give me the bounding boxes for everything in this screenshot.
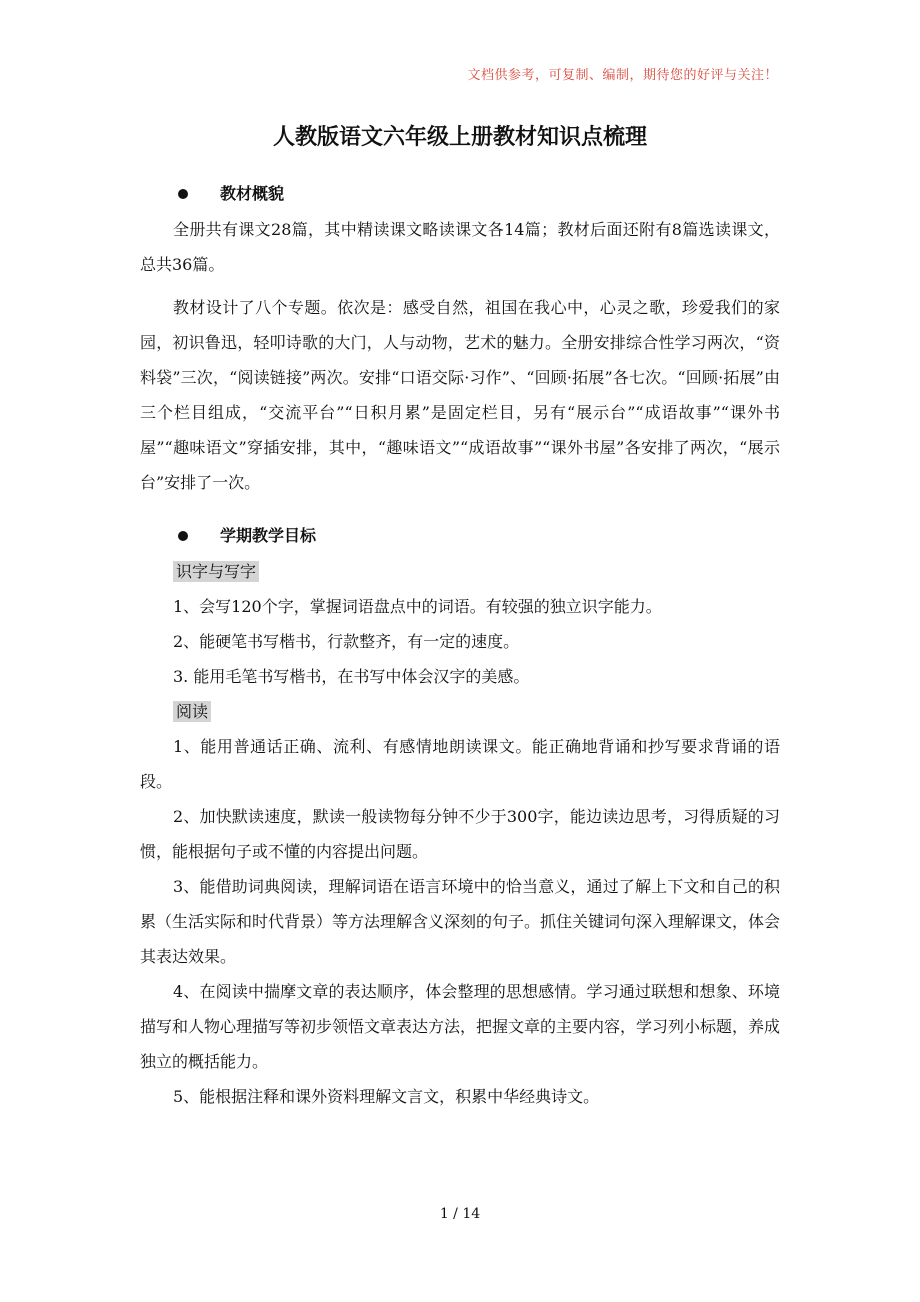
page-number: 1 / 14 <box>439 1206 481 1222</box>
section-heading-overview <box>140 176 780 212</box>
list-item: 1、能用普通话正确、流利、有感情地朗读课文。能正确地背诵和抄写要求背诵的语段。 <box>140 737 780 791</box>
document-body <box>140 176 780 1114</box>
subsection-label-reading <box>140 694 780 729</box>
bullet-icon <box>178 189 188 199</box>
list-item: 5、能根据注释和课外资料理解文言文，积累中华经典诗文。 <box>173 1087 600 1106</box>
section-heading-text: 学期教学目标 <box>220 526 317 545</box>
section-heading-goals <box>140 518 780 554</box>
list-item: 2、加快默读速度，默读一般读物每分钟不少于300字，能边读边思考，习得质疑的习惯，能根据句子或不懂的内容提出问题。 <box>140 807 780 861</box>
highlighted-label: 阅读 <box>173 701 211 722</box>
section-heading-text: 教材概貌 <box>220 184 285 203</box>
list-item: 4、在阅读中揣摩文章的表达顺序，体会整理的思想感情。学习通过联想和想象、环境描写和人物心理描写等初步领悟文章表达方法，把握文章的主要内容，学习列小标题，养成独立的概括能力。 <box>140 982 781 1071</box>
header-note: 文档供参考，可复制、编制，期待您的好评与关注！ <box>467 68 778 83</box>
bullet-icon <box>178 531 188 541</box>
paragraph: 教材设计了八个专题。依次是：感受自然，祖国在我心中，心灵之歌，珍爱我们的家园，初识鲁迅，轻叩诗歌的大门，人与动物，艺术的魅力。全册安排综合性学习两次，“资料袋”三次，“阅读链接”两次。安排“口语交际·习作”、“回顾·拓展”各七次。“回顾·拓展”由三个栏目组成，“交流平台”“日积月累”是固定栏目，另有“展示台”“成语故事”“课外书屋”“趣味语文”穿插安排，其中，“趣味语文”“成语故事”“课外书屋”各安排了两次，“展示台”安排了一次。 <box>140 298 780 492</box>
list-item: 3. 能用毛笔书写楷书，在书写中体会汉字的美感。 <box>173 667 530 686</box>
subsection-label-writing <box>140 554 780 589</box>
list-item: 1、会写120个字，掌握词语盘点中的词语。有较强的独立识字能力。 <box>173 597 662 616</box>
highlighted-label: 识字与写字 <box>173 561 259 582</box>
paragraph: 全册共有课文28篇，其中精读课文略读课文各14篇；教材后面还附有8篇选读课文，总共36篇。 <box>140 220 780 274</box>
list-item: 2、能硬笔书写楷书，行款整齐，有一定的速度。 <box>173 632 520 651</box>
page-title: 人教版语文六年级上册教材知识点梳理 <box>272 125 647 150</box>
list-item: 3、能借助词典阅读，理解词语在语言环境中的恰当意义，通过了解上下文和自己的积累（生活实际和时代背景）等方法理解含义深刻的句子。抓住关键词句深入理解课文，体会其表达效果。 <box>140 877 781 966</box>
